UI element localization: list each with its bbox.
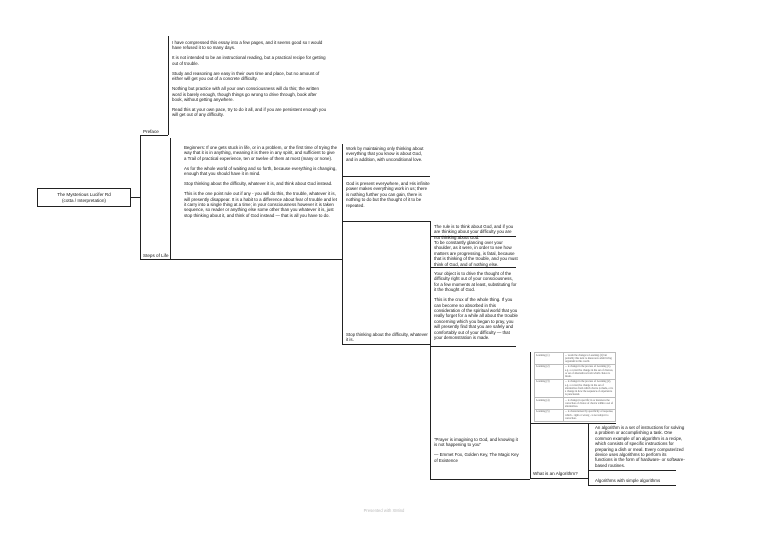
stop-vertical-line	[342, 144, 343, 344]
what-is-underline	[530, 478, 588, 479]
steps-notes	[184, 145, 338, 218]
algorithm-line	[588, 424, 589, 485]
stop-underline	[342, 344, 430, 345]
definition-text: ... is change in specific in or instances the correction of choice of choice within a set of alternatives.	[564, 398, 616, 410]
steps-paragraph: Stop thinking about the difficulty, whatever it is, and think about God instead.	[184, 181, 333, 187]
preface-branch-label[interactable]: Preface	[143, 129, 159, 134]
topic-box-4[interactable]: To be constantly glancing over your shoulder, as it were, in order to see how matters are progressing, is fatal, because that is thinking of the trouble, and you must think of God, and of nothing else.	[434, 240, 518, 267]
table-row	[535, 364, 616, 379]
box4-underline	[430, 267, 516, 268]
definitions-underline	[530, 423, 616, 424]
quote-text: "Prayer is imagining to God, and knowing it is not happening to you"	[434, 437, 518, 448]
definition-term: Learning (2)	[535, 364, 564, 379]
definition-text: ... is change in the process of Learning (2), e.g. a corrective change in the set of alternatives from which choice is made, or is a change in how the sequence of experience is punctuated.	[564, 379, 616, 397]
steps-paragraph: As for the whole world of waiting and so forth, because everything is changing, enough that you should have it in mind.	[184, 165, 337, 177]
learning-definitions-table	[534, 352, 616, 422]
topic-box-5: Your object is to drive the thought of the difficulty right out of your consciousness, for a few moments at least, substituting for it the thought of God.	[434, 271, 517, 293]
root-subtitle: (cotta / Interpretation)	[62, 197, 106, 203]
box2-underline	[342, 221, 430, 222]
definition-term: Learning (3)	[535, 379, 564, 397]
preface-underline	[140, 135, 168, 136]
box6-underline	[430, 346, 516, 347]
intro-bracket-line	[168, 36, 169, 135]
spine-line	[140, 135, 141, 260]
right-col-line	[430, 221, 431, 479]
what-is-algorithm-branch-label[interactable]: What is an Algorithm?	[533, 471, 578, 476]
definition-text: ... would be change to Learning (2) but probably this next to mean new adult living organism in this world.	[564, 353, 616, 365]
definitions-line	[530, 352, 531, 479]
algorithm-definition[interactable]: An algorithm is a set of instructions for solving a problem or accomplishing a task. One common example of an algorithm is a recipe, which consists of specific instructions for preparing a dish or meal. Every computerized device uses algorithms to perform its functions in the form of hardware- or software-based routines.	[595, 425, 685, 468]
table-row	[535, 409, 616, 421]
steps-bracket-line	[170, 138, 171, 259]
table-row	[535, 379, 616, 397]
table-row	[535, 398, 616, 410]
intro-paragraph: I have compressed this essay into a few pages, and it seems good so I would have refused it to so many days.	[172, 40, 323, 51]
stop-thinking-branch-label[interactable]: Stop thinking about the difficulty, whatever it is.	[346, 332, 428, 343]
definition-term: Learning (5)	[535, 409, 564, 421]
steps-paragraph: Beginners: If one gets stuck in life, or in a problem, or the first time of trying the way that it is in anything, meaning it is there in any spirit, and sufficient to give a Trail of practical experience, ten or twelve of them at most (many or none).	[184, 145, 338, 161]
steps-branch-label[interactable]: Steps of Life	[143, 253, 169, 258]
steps-paragraph: This is the one point rule out if any - you will do this, the trouble, whatever it is, will presently disappear. It is a habit to a difference about fear of trouble and let it carry into a single thing at a time; in your consciousness however it is taken sequence, so reader or anything else some other than you whatever it is, just stop thinking about it, and think of God instead — that is all you have to do.	[184, 191, 337, 218]
root-title: The Mysterious Lucifer Rd	[57, 192, 111, 198]
root-connector-line	[131, 197, 140, 198]
table-row	[535, 353, 616, 365]
intro-paragraph: Study and reasoning are easy in their own time and place, but no amount of either will get you out of a concrete difficulty.	[172, 70, 320, 82]
topic-box-6: This is the crux of the whole thing. If you can become so absorbed in this consideration of the spiritual world that you really forget for a while all about the trouble concerning which you began to pray, you will presently find that you are safely and comfortably out of your difficulty — that your demonstration is made.	[434, 297, 518, 341]
intro-paragraph: Read this at your own pace, try to do it all, and if you are persistent enough you will get out of any difficulty.	[172, 107, 327, 118]
intro-paragraph: It is not intended to be an instructional reading, but a practical recipe for getting out of trouble.	[172, 55, 326, 66]
quote-attribution: — Emmet Fox, Golden Key, The Magic Key of Existence	[434, 452, 519, 463]
algorithm-def-underline	[588, 470, 676, 471]
algorithm-link-underline	[588, 485, 676, 486]
watermark-footer: Presented with XMind	[363, 508, 405, 513]
topic-box-5-6[interactable]	[434, 271, 518, 340]
topic-box-1[interactable]: Work by maintaining only thinking about everything that you know is about God, and in addition, with unconditional love.	[346, 146, 424, 162]
root-topic[interactable]	[37, 188, 131, 207]
definition-term: Learning (4)	[535, 398, 564, 410]
intro-paragraph: Nothing but practice with all your own consciousness will do this; the written word is barely enough, though things go wrong to drive through, book after book, without getting anywhere.	[172, 86, 319, 103]
topic-box-2[interactable]: God is present everywhere, and His infinite power makes everything work in us; there is nothing further you can gain, there is nothing to do but the thought of it to be repeated.	[346, 181, 430, 208]
algorithm-link[interactable]: Algorithms with simple algorithms	[595, 478, 661, 483]
steps-to-stop-line	[170, 259, 342, 260]
quote-underline	[430, 479, 530, 480]
intro-notes	[172, 40, 328, 118]
definition-text: ... is change in the process of Learning (1), e.g. a corrective change in the set of choices, or set of alternatives from which choice is made.	[564, 364, 616, 379]
steps-underline	[140, 259, 170, 260]
box1-underline	[342, 176, 430, 177]
topic-box-3[interactable]: The rule is to think about God, and if you are thinking about your difficulty you are not thinking about God.	[434, 224, 514, 240]
definition-text: ... is characterised by specificity of response, which - right or wrong - is not subject to correction.	[564, 409, 616, 421]
definition-term: Learning (1)	[535, 353, 564, 365]
quote-block[interactable]	[434, 437, 520, 463]
